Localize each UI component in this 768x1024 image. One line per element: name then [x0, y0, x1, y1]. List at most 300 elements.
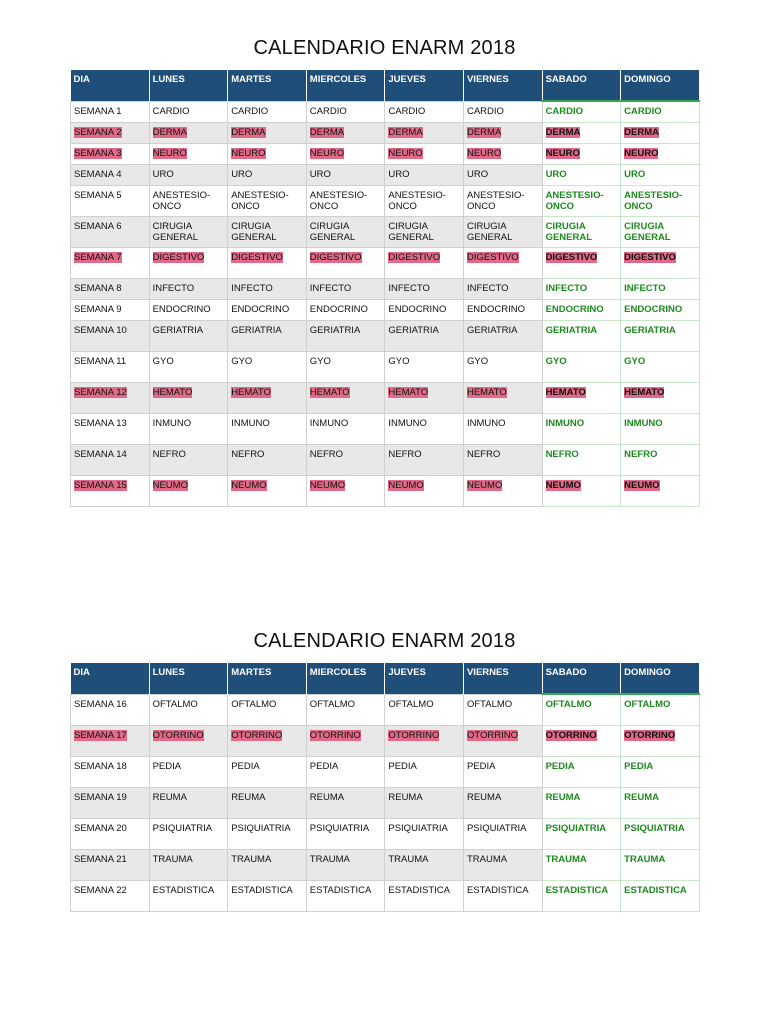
subject-cell	[228, 880, 307, 911]
week-cell	[71, 849, 150, 880]
subject-cell	[228, 164, 307, 185]
subject-cell	[621, 299, 700, 320]
subject-cell	[385, 351, 464, 382]
subject-cell	[385, 475, 464, 506]
subject-label: INFECTO	[624, 282, 666, 294]
subject-cell	[306, 756, 385, 787]
subject-cell	[228, 382, 307, 413]
subject-label: ENDOCRINO	[152, 303, 211, 315]
subject-cell	[621, 247, 700, 278]
subject-label: ANESTESIO- ONCO	[624, 189, 683, 212]
subject-label: INFECTO	[309, 282, 352, 294]
week-cell	[71, 122, 150, 143]
subject-cell	[385, 299, 464, 320]
table-row	[71, 216, 700, 247]
subject-cell	[385, 247, 464, 278]
column-header-dia: DIA	[71, 70, 150, 101]
subject-cell	[306, 101, 385, 122]
table-row	[71, 849, 700, 880]
subject-label: HEMATO	[545, 386, 586, 398]
week-label: SEMANA 12	[74, 386, 127, 398]
subject-label: DERMA	[545, 126, 581, 138]
subject-cell	[621, 216, 700, 247]
subject-cell	[621, 185, 700, 216]
subject-label: ESTADISTICA	[231, 884, 293, 896]
subject-label: CIRUGIA GENERAL	[388, 220, 434, 243]
subject-label: NEURO	[388, 147, 423, 159]
subject-cell	[306, 725, 385, 756]
subject-cell	[621, 164, 700, 185]
subject-label: OFTALMO	[309, 698, 355, 710]
subject-cell	[463, 185, 542, 216]
subject-cell	[149, 787, 228, 818]
subject-label: NEUMO	[624, 479, 660, 491]
subject-label: ESTADISTICA	[152, 884, 215, 896]
subject-cell	[149, 818, 228, 849]
subject-cell	[542, 818, 621, 849]
subject-label: NEFRO	[545, 448, 579, 460]
subject-cell	[385, 216, 464, 247]
subject-cell	[463, 444, 542, 475]
subject-label: HEMATO	[624, 386, 665, 398]
subject-cell	[228, 787, 307, 818]
subject-cell	[542, 849, 621, 880]
subject-cell	[306, 818, 385, 849]
subject-cell	[385, 164, 464, 185]
week-cell	[71, 351, 150, 382]
subject-cell	[306, 320, 385, 351]
subject-cell	[306, 880, 385, 911]
table-header-row	[71, 70, 700, 101]
subject-cell	[463, 756, 542, 787]
subject-label: URO	[388, 168, 410, 180]
week-cell	[71, 299, 150, 320]
subject-cell	[463, 299, 542, 320]
calendar-table-1	[70, 70, 700, 507]
subject-label: DERMA	[466, 126, 502, 138]
table-row	[71, 143, 700, 164]
subject-label: DIGESTIVO	[309, 251, 362, 263]
subject-label: GERIATRIA	[231, 324, 282, 336]
subject-cell	[385, 756, 464, 787]
subject-label: OFTALMO	[231, 698, 277, 710]
subject-label: ENDOCRINO	[309, 303, 368, 315]
subject-label: INMUNO	[152, 417, 192, 429]
subject-label: DERMA	[152, 126, 187, 138]
subject-label: GYO	[624, 355, 646, 367]
subject-label: TRAUMA	[231, 853, 272, 865]
column-header-jueves: JUEVES	[385, 663, 464, 694]
subject-cell	[542, 320, 621, 351]
subject-label: ESTADISTICA	[624, 884, 687, 896]
subject-cell	[149, 694, 228, 725]
subject-cell	[149, 164, 228, 185]
subject-cell	[149, 475, 228, 506]
subject-cell	[149, 320, 228, 351]
subject-cell	[149, 880, 228, 911]
subject-label: INMUNO	[231, 417, 270, 429]
subject-cell	[621, 787, 700, 818]
subject-cell	[621, 880, 700, 911]
subject-label: OFTALMO	[466, 698, 513, 710]
subject-cell	[621, 101, 700, 122]
subject-label: GERIATRIA	[545, 324, 598, 336]
subject-label: NEFRO	[231, 448, 265, 460]
week-label: SEMANA 9	[74, 303, 122, 315]
subject-label: PEDIA	[309, 760, 339, 772]
subject-label: DIGESTIVO	[388, 251, 441, 263]
subject-label: DERMA	[309, 126, 345, 138]
week-cell	[71, 756, 150, 787]
subject-cell	[228, 475, 307, 506]
subject-cell	[542, 475, 621, 506]
subject-label: ESTADISTICA	[388, 884, 450, 896]
subject-cell	[542, 247, 621, 278]
subject-label: GYO	[466, 355, 489, 367]
column-header-viernes: VIERNES	[463, 70, 542, 101]
subject-label: INFECTO	[466, 282, 509, 294]
subject-label: NEUMO	[309, 479, 346, 491]
subject-cell	[149, 444, 228, 475]
subject-label: CIRUGIA GENERAL	[309, 220, 356, 243]
subject-label: HEMATO	[466, 386, 507, 398]
subject-cell	[621, 849, 700, 880]
subject-label: REUMA	[388, 791, 423, 803]
week-cell	[71, 444, 150, 475]
page-title: CALENDARIO ENARM 2018	[253, 630, 516, 652]
table-row	[71, 278, 700, 299]
subject-cell	[385, 185, 464, 216]
subject-label: CARDIO	[152, 105, 190, 117]
subject-label: URO	[309, 168, 331, 180]
subject-label: OTORRINO	[624, 729, 676, 741]
table-row	[71, 185, 700, 216]
subject-label: REUMA	[309, 791, 345, 803]
column-header-lunes: LUNES	[149, 663, 228, 694]
column-header-miercoles: MIERCOLES	[306, 70, 385, 101]
subject-label: TRAUMA	[388, 853, 429, 865]
subject-label: URO	[624, 168, 646, 180]
week-label: SEMANA 6	[74, 220, 122, 232]
subject-cell	[149, 849, 228, 880]
table-row	[71, 247, 700, 278]
subject-cell	[621, 475, 700, 506]
subject-label: URO	[231, 168, 253, 180]
subject-cell	[228, 122, 307, 143]
subject-cell	[149, 247, 228, 278]
subject-cell	[306, 143, 385, 164]
subject-cell	[306, 278, 385, 299]
week-label: SEMANA 4	[74, 168, 122, 180]
subject-label: INFECTO	[152, 282, 195, 294]
table-row	[71, 818, 700, 849]
subject-label: ANESTESIO- ONCO	[231, 189, 289, 212]
subject-label: NEURO	[545, 147, 580, 159]
subject-cell	[306, 164, 385, 185]
subject-cell	[385, 278, 464, 299]
subject-cell	[621, 725, 700, 756]
subject-cell	[542, 694, 621, 725]
subject-label: URO	[466, 168, 489, 180]
subject-cell	[228, 143, 307, 164]
subject-label: OFTALMO	[388, 698, 434, 710]
subject-cell	[385, 413, 464, 444]
week-cell	[71, 320, 150, 351]
subject-cell	[542, 122, 621, 143]
subject-label: CARDIO	[309, 105, 347, 117]
subject-label: ENDOCRINO	[624, 303, 683, 315]
subject-cell	[542, 164, 621, 185]
subject-cell	[306, 299, 385, 320]
subject-label: CIRUGIA GENERAL	[466, 220, 513, 243]
table-row	[71, 880, 700, 911]
subject-cell	[463, 122, 542, 143]
week-label: SEMANA 14	[74, 448, 127, 460]
subject-label: PSIQUIATRIA	[624, 822, 685, 834]
subject-label: ENDOCRINO	[466, 303, 526, 315]
subject-cell	[306, 382, 385, 413]
subject-cell	[463, 278, 542, 299]
subject-cell	[149, 725, 228, 756]
week-label: SEMANA 10	[74, 324, 127, 336]
subject-label: PEDIA	[388, 760, 417, 772]
subject-label: TRAUMA	[624, 853, 666, 865]
subject-cell	[306, 787, 385, 818]
subject-cell	[385, 725, 464, 756]
subject-cell	[621, 818, 700, 849]
subject-cell	[621, 320, 700, 351]
subject-label: GYO	[231, 355, 253, 367]
subject-cell	[463, 247, 542, 278]
subject-label: NEURO	[231, 147, 266, 159]
subject-cell	[149, 185, 228, 216]
table-row	[71, 122, 700, 143]
subject-label: PSIQUIATRIA	[545, 822, 607, 834]
subject-label: OTORRINO	[545, 729, 597, 741]
subject-cell	[385, 101, 464, 122]
column-header-domingo: DOMINGO	[621, 70, 700, 101]
subject-cell	[228, 849, 307, 880]
subject-cell	[228, 299, 307, 320]
subject-cell	[228, 818, 307, 849]
subject-label: NEFRO	[624, 448, 658, 460]
week-label: SEMANA 22	[74, 884, 127, 896]
subject-label: ENDOCRINO	[545, 303, 604, 315]
subject-label: NEURO	[466, 147, 502, 159]
week-cell	[71, 216, 150, 247]
column-header-viernes: VIERNES	[463, 663, 542, 694]
subject-cell	[463, 143, 542, 164]
subject-cell	[385, 787, 464, 818]
subject-cell	[621, 122, 700, 143]
subject-cell	[228, 756, 307, 787]
subject-label: URO	[545, 168, 567, 180]
subject-cell	[463, 818, 542, 849]
week-cell	[71, 164, 150, 185]
subject-cell	[149, 351, 228, 382]
subject-cell	[542, 444, 621, 475]
subject-cell	[149, 143, 228, 164]
page-title: CALENDARIO ENARM 2018	[253, 37, 516, 59]
table-row	[71, 320, 700, 351]
subject-label: NEFRO	[388, 448, 422, 460]
subject-label: NEUMO	[545, 479, 581, 491]
subject-label: ANESTESIO- ONCO	[466, 189, 525, 212]
week-cell	[71, 694, 150, 725]
week-label: SEMANA 17	[74, 729, 127, 741]
week-cell	[71, 143, 150, 164]
week-cell	[71, 818, 150, 849]
subject-cell	[542, 278, 621, 299]
subject-cell	[149, 299, 228, 320]
table-row	[71, 756, 700, 787]
subject-label: NEUMO	[152, 479, 188, 491]
week-cell	[71, 382, 150, 413]
table-row	[71, 164, 700, 185]
table-row	[71, 351, 700, 382]
subject-cell	[385, 143, 464, 164]
week-cell	[71, 413, 150, 444]
subject-label: DIGESTIVO	[624, 251, 676, 263]
subject-label: INMUNO	[388, 417, 427, 429]
subject-cell	[463, 216, 542, 247]
subject-cell	[149, 122, 228, 143]
week-label: SEMANA 16	[74, 698, 127, 710]
subject-label: NEUMO	[466, 479, 503, 491]
subject-cell	[385, 880, 464, 911]
subject-cell	[463, 351, 542, 382]
subject-cell	[385, 122, 464, 143]
table-header-row	[71, 663, 700, 694]
subject-cell	[306, 216, 385, 247]
table-row	[71, 413, 700, 444]
subject-label: PSIQUIATRIA	[152, 822, 213, 834]
subject-cell	[542, 299, 621, 320]
subject-cell	[306, 475, 385, 506]
subject-cell	[149, 216, 228, 247]
calendar-section-2	[70, 627, 699, 912]
subject-label: GYO	[545, 355, 567, 367]
week-cell	[71, 185, 150, 216]
subject-cell	[463, 694, 542, 725]
table-row	[71, 299, 700, 320]
subject-label: NEFRO	[152, 448, 186, 460]
subject-cell	[228, 216, 307, 247]
subject-label: INMUNO	[309, 417, 349, 429]
subject-label: PEDIA	[466, 760, 496, 772]
subject-label: ANESTESIO- ONCO	[152, 189, 211, 212]
week-cell	[71, 725, 150, 756]
subject-label: ESTADISTICA	[466, 884, 529, 896]
subject-cell	[542, 880, 621, 911]
column-header-sabado: SABADO	[542, 663, 621, 694]
subject-cell	[542, 185, 621, 216]
subject-label: HEMATO	[388, 386, 429, 398]
subject-cell	[228, 278, 307, 299]
subject-label: DIGESTIVO	[152, 251, 205, 263]
table-row	[71, 787, 700, 818]
week-cell	[71, 880, 150, 911]
subject-cell	[621, 444, 700, 475]
subject-cell	[306, 247, 385, 278]
subject-label: GYO	[309, 355, 331, 367]
week-cell	[71, 247, 150, 278]
subject-label: NEURO	[309, 147, 345, 159]
subject-cell	[228, 185, 307, 216]
week-label: SEMANA 18	[74, 760, 127, 772]
subject-label: GYO	[388, 355, 410, 367]
subject-cell	[228, 725, 307, 756]
subject-label: INMUNO	[545, 417, 585, 429]
subject-cell	[385, 320, 464, 351]
subject-cell	[542, 216, 621, 247]
subject-label: ANESTESIO- ONCO	[388, 189, 446, 212]
subject-cell	[385, 818, 464, 849]
subject-label: TRAUMA	[545, 853, 587, 865]
subject-cell	[228, 413, 307, 444]
subject-label: TRAUMA	[152, 853, 193, 865]
subject-label: OTORRINO	[231, 729, 283, 741]
subject-label: OTORRINO	[152, 729, 204, 741]
subject-label: HEMATO	[231, 386, 271, 398]
week-label: SEMANA 8	[74, 282, 122, 294]
week-label: SEMANA 5	[74, 189, 122, 201]
subject-label: ESTADISTICA	[545, 884, 609, 896]
subject-label: DIGESTIVO	[231, 251, 283, 263]
week-label: SEMANA 21	[74, 853, 127, 865]
week-cell	[71, 787, 150, 818]
subject-cell	[542, 382, 621, 413]
subject-label: PEDIA	[231, 760, 260, 772]
table-row	[71, 101, 700, 122]
week-cell	[71, 101, 150, 122]
subject-cell	[149, 413, 228, 444]
column-header-dia: DIA	[71, 663, 150, 694]
subject-cell	[542, 413, 621, 444]
subject-label: GERIATRIA	[466, 324, 518, 336]
subject-cell	[542, 143, 621, 164]
subject-cell	[463, 725, 542, 756]
subject-label: OTORRINO	[309, 729, 361, 741]
subject-label: DIGESTIVO	[545, 251, 598, 263]
subject-label: PEDIA	[152, 760, 182, 772]
subject-label: CARDIO	[388, 105, 426, 117]
subject-cell	[463, 164, 542, 185]
subject-label: TRAUMA	[309, 853, 350, 865]
column-header-lunes: LUNES	[149, 70, 228, 101]
subject-cell	[542, 787, 621, 818]
table-row	[71, 444, 700, 475]
subject-label: GERIATRIA	[388, 324, 439, 336]
subject-cell	[463, 382, 542, 413]
subject-label: REUMA	[545, 791, 581, 803]
subject-cell	[463, 849, 542, 880]
week-label: SEMANA 7	[74, 251, 122, 263]
subject-label: ENDOCRINO	[388, 303, 447, 315]
subject-cell	[385, 444, 464, 475]
subject-label: CIRUGIA GENERAL	[231, 220, 277, 243]
subject-cell	[228, 444, 307, 475]
subject-label: OFTALMO	[545, 699, 592, 710]
week-label: SEMANA 15	[74, 479, 127, 491]
subject-cell	[385, 694, 464, 725]
subject-cell	[621, 278, 700, 299]
subject-label: PSIQUIATRIA	[388, 822, 448, 834]
column-header-jueves: JUEVES	[385, 70, 464, 101]
subject-label: NEFRO	[466, 448, 501, 460]
subject-cell	[542, 101, 621, 122]
subject-label: PSIQUIATRIA	[466, 822, 527, 834]
